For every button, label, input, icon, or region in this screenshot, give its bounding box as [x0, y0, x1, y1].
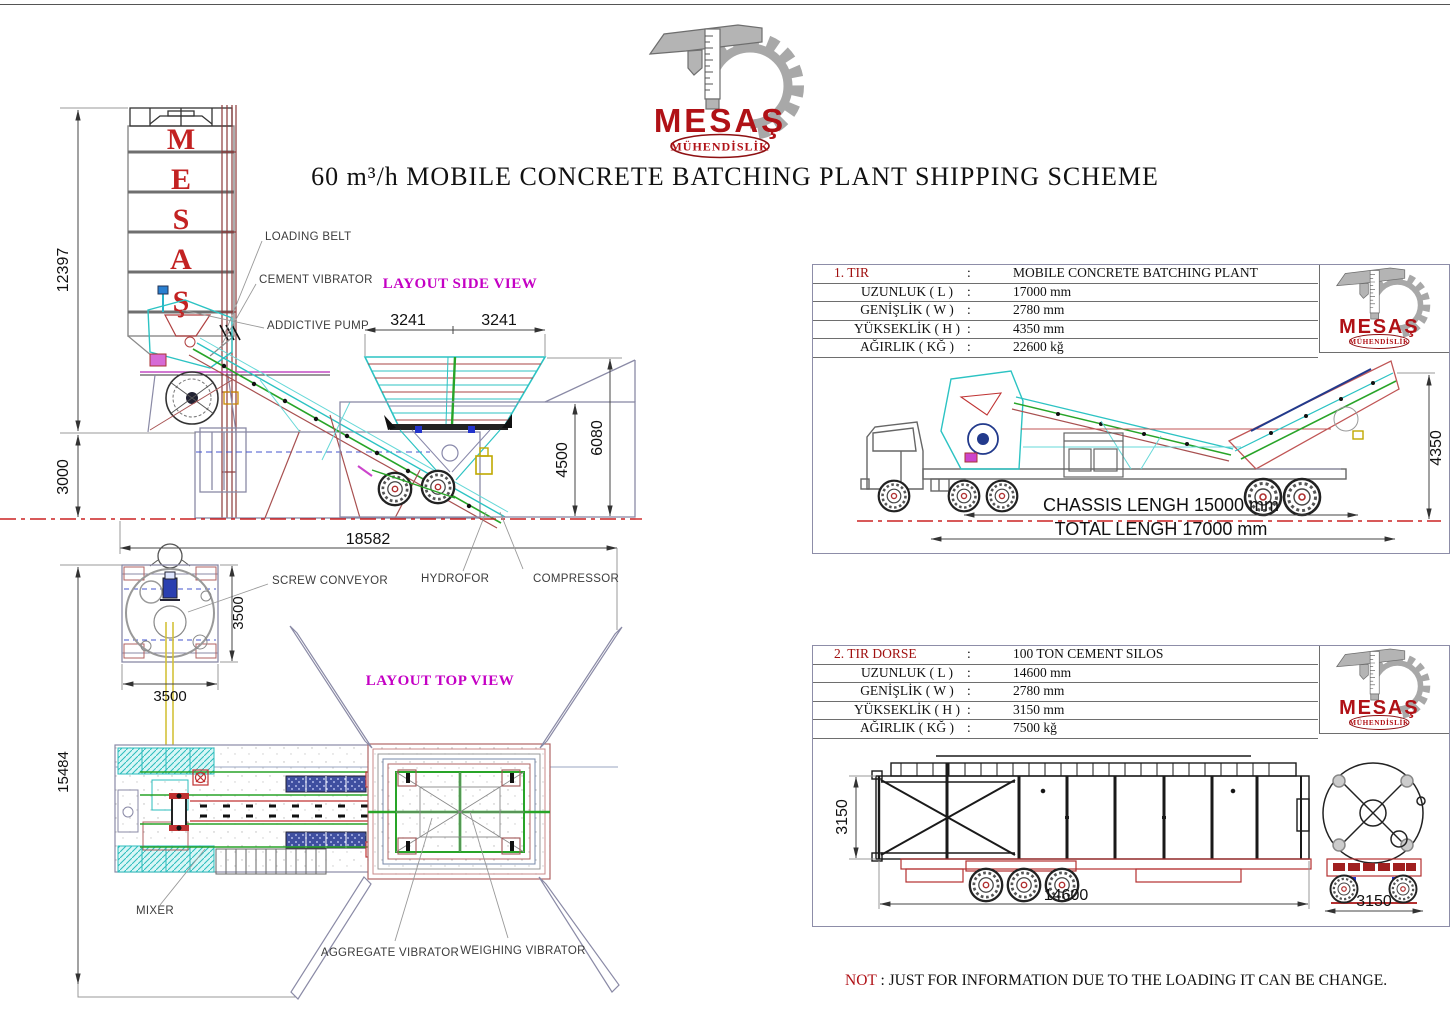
label-loading-belt: LOADING BELT: [265, 231, 352, 243]
row-value: 3150 mm: [1013, 701, 1065, 717]
row-label: AĞIRLIK ( KĞ ): [859, 720, 955, 736]
row-value: MOBILE CONCRETE BATCHING PLANT: [1013, 265, 1258, 280]
dim-trailer-length: 14600: [1043, 887, 1089, 904]
table-row: [813, 683, 1318, 702]
label-aggregate-vibrator: AGGREGATE VIBRATOR: [320, 947, 460, 959]
row-label: UZUNLUK ( L ): [860, 664, 954, 680]
row-value: 2780 mm: [1013, 683, 1065, 699]
table-row: [813, 339, 1318, 358]
row-label: 2. TIR DORSE: [834, 646, 917, 661]
row-label: AĞIRLIK ( KĞ ): [859, 339, 955, 355]
panel-logo-box: [1319, 265, 1449, 353]
panel-logo-box: [1319, 646, 1449, 734]
silo-on-trailer-side: [872, 756, 1309, 861]
row-value: 17000 mm: [1013, 283, 1072, 299]
dim-base-height: 3000: [55, 459, 72, 495]
row-colon: :: [967, 339, 971, 355]
note: [845, 972, 1387, 990]
row-colon: :: [967, 302, 971, 318]
table-row: [813, 302, 1318, 321]
note-body: : JUST FOR INFORMATION DUE TO THE LOADING IT CAN BE CHANGE.: [876, 972, 1388, 989]
row-label: YÜKSEKLİK ( H ): [853, 701, 961, 717]
row-value: 22600 kğ: [1013, 339, 1064, 355]
top-view-heading: LAYOUT TOP VIEW: [365, 673, 515, 689]
dim-silo-height: 12397: [55, 247, 72, 293]
dim-hopper-left: 3241: [390, 312, 426, 329]
label-hydrofor: HYDROFOR: [421, 573, 490, 585]
truck-panel: [812, 264, 1450, 554]
dim-hopper-top-height: 6080: [589, 420, 606, 456]
note-prefix: NOT: [845, 972, 877, 989]
table-row: [813, 321, 1318, 340]
label-cement-vibrator: CEMENT VIBRATOR: [259, 274, 373, 286]
loaded-plant: [941, 361, 1399, 477]
dim-trailer-height: 3150: [834, 799, 851, 835]
row-colon: :: [967, 265, 971, 280]
row-colon: :: [967, 664, 971, 680]
table-row: [813, 720, 1318, 739]
row-value: 4350 mm: [1013, 320, 1065, 336]
row-label: YÜKSEKLİK ( H ): [853, 320, 961, 336]
svg-text:Ş: Ş: [172, 285, 190, 318]
trailer-frame: [901, 859, 1311, 882]
table-row: [813, 284, 1318, 303]
row-label: UZUNLUK ( L ): [860, 283, 954, 299]
row-colon: :: [967, 646, 971, 661]
dim-bin-height: 4500: [554, 442, 571, 478]
svg-text:M: M: [166, 123, 196, 156]
label-addictive-pump: ADDICTIVE PUMP: [267, 320, 369, 332]
dim-total-length: TOTAL LENGH 17000 mm: [1054, 519, 1268, 539]
label-screw-conveyor: SCREW CONVEYOR: [272, 575, 389, 587]
row-label: GENİŞLİK ( W ): [860, 683, 954, 699]
row-colon: :: [967, 683, 971, 699]
label-mixer: MIXER: [136, 905, 174, 917]
dim-silo-width: 3500: [153, 688, 187, 705]
panel-logo: [1320, 265, 1447, 350]
row-value: 100 TON CEMENT SILOS: [1013, 646, 1164, 661]
dim-chassis-length: CHASSIS LENGH 15000 mm: [1042, 495, 1280, 515]
conveyor-belt-side: [189, 338, 508, 528]
top-view: [55, 544, 622, 999]
table-row: [813, 265, 1318, 284]
table-row: [813, 702, 1318, 721]
row-value: 14600 mm: [1013, 664, 1072, 680]
dim-truck-height: 4350: [1428, 430, 1445, 466]
row-colon: :: [967, 720, 971, 736]
panel-logo: [1320, 646, 1447, 731]
svg-text:S: S: [172, 203, 190, 236]
dim-rear-width: 3150: [1356, 893, 1392, 910]
row-colon: :: [967, 701, 971, 717]
svg-text:E: E: [170, 163, 192, 196]
row-colon: :: [967, 283, 971, 299]
label-weighing-vibrator: WEIGHING VIBRATOR: [460, 945, 586, 957]
svg-text:A: A: [170, 243, 192, 276]
row-value: 2780 mm: [1013, 302, 1065, 318]
table-row: [813, 665, 1318, 684]
row-label: GENİŞLİK ( W ): [860, 302, 954, 318]
dim-plant-width: 15484: [55, 751, 72, 793]
dim-silo-depth: 3500: [230, 596, 247, 630]
silo-top-view: [122, 544, 218, 745]
header-logo: [642, 20, 812, 160]
silo-trailer-panel: [812, 645, 1450, 927]
dim-total-length: 18582: [345, 531, 391, 548]
dim-hopper-right: 3241: [481, 312, 517, 329]
page-title: 60 m³/h MOBILE CONCRETE BATCHING PLANT SHIPPING SCHEME: [311, 162, 1159, 191]
row-value: 7500 kğ: [1013, 720, 1057, 736]
side-view-heading: LAYOUT SIDE VIEW: [382, 276, 538, 292]
row-colon: :: [967, 320, 971, 336]
label-compressor: COMPRESSOR: [533, 573, 620, 585]
table-row: [813, 646, 1318, 665]
row-label: 1. TIR: [834, 265, 870, 280]
